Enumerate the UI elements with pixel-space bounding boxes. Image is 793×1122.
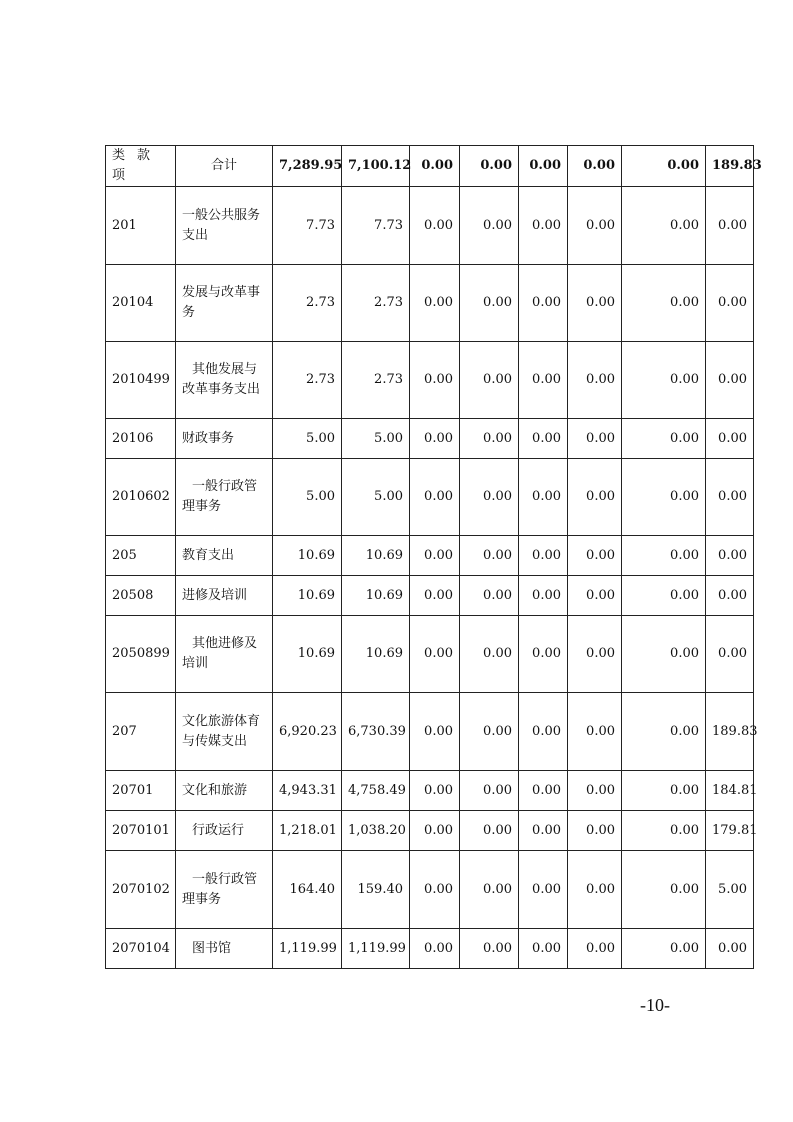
- row-code-cell: 20104: [106, 265, 176, 342]
- row-code-cell: 2010602: [106, 459, 176, 536]
- row-value-cell: 0.00: [410, 771, 460, 811]
- row-value-cell: 0.00: [622, 419, 706, 459]
- row-value-cell: 5.00: [342, 419, 410, 459]
- row-value-cell: 0.00: [568, 419, 622, 459]
- row-value-cell: 0.00: [568, 187, 622, 265]
- row-value-cell: 10.69: [342, 576, 410, 616]
- row-value-cell: 0.00: [460, 419, 519, 459]
- row-value-cell: 0.00: [519, 771, 568, 811]
- header-value-cell: 0.00: [460, 146, 519, 187]
- row-value-cell: 0.00: [460, 693, 519, 771]
- row-value-cell: 0.00: [519, 536, 568, 576]
- row-value-cell: 0.00: [460, 771, 519, 811]
- row-value-cell: 0.00: [568, 929, 622, 969]
- row-code-cell: 2070104: [106, 929, 176, 969]
- header-value-cell: 0.00: [622, 146, 706, 187]
- row-name-text: 进修及培训: [182, 587, 248, 603]
- row-value-cell: 189.83: [706, 693, 754, 771]
- header-code-kuan: 款: [137, 148, 151, 163]
- row-value-cell: 0.00: [568, 459, 622, 536]
- row-value-cell: 0.00: [460, 342, 519, 419]
- row-value-cell: 1,119.99: [342, 929, 410, 969]
- row-value-cell: 0.00: [706, 265, 754, 342]
- row-name-text: 其他发展与改革事务支出: [182, 362, 261, 397]
- row-value-cell: 0.00: [460, 265, 519, 342]
- row-value-cell: 0.00: [622, 342, 706, 419]
- header-value-cell: 0.00: [410, 146, 460, 187]
- row-name-cell: [176, 693, 273, 771]
- row-value-cell: 159.40: [342, 851, 410, 929]
- row-value-cell: 0.00: [568, 265, 622, 342]
- row-total-cell: 1,119.99: [273, 929, 342, 969]
- row-total-cell: 164.40: [273, 851, 342, 929]
- row-code-cell: 20508: [106, 576, 176, 616]
- table-header-row: [106, 146, 754, 187]
- row-name-text: 一般公共服务支出: [182, 207, 261, 243]
- row-value-cell: 0.00: [568, 811, 622, 851]
- row-value-cell: 7.73: [342, 187, 410, 265]
- row-name-text: 图书馆: [192, 940, 232, 956]
- row-value-cell: 0.00: [460, 187, 519, 265]
- row-value-cell: 0.00: [519, 459, 568, 536]
- row-value-cell: 0.00: [410, 187, 460, 265]
- table-row: [106, 576, 754, 616]
- row-value-cell: 10.69: [342, 536, 410, 576]
- row-name-text: 教育支出: [182, 547, 235, 563]
- row-value-cell: 0.00: [410, 851, 460, 929]
- row-name-cell: [176, 851, 273, 929]
- row-value-cell: 4,758.49: [342, 771, 410, 811]
- row-value-cell: 0.00: [706, 419, 754, 459]
- row-value-cell: 0.00: [622, 187, 706, 265]
- header-code-lei: 类: [112, 148, 126, 163]
- row-value-cell: 0.00: [568, 851, 622, 929]
- row-value-cell: 0.00: [519, 342, 568, 419]
- row-value-cell: 0.00: [706, 342, 754, 419]
- table-row: [106, 929, 754, 969]
- row-total-cell: 10.69: [273, 536, 342, 576]
- row-value-cell: 0.00: [622, 536, 706, 576]
- row-value-cell: 2.73: [342, 342, 410, 419]
- row-value-cell: 2.73: [342, 265, 410, 342]
- table-row: [106, 771, 754, 811]
- table-row: [106, 616, 754, 693]
- row-value-cell: 0.00: [622, 811, 706, 851]
- row-name-cell: [176, 811, 273, 851]
- header-value-cell: 0.00: [519, 146, 568, 187]
- row-value-cell: 0.00: [410, 459, 460, 536]
- row-value-cell: 0.00: [706, 536, 754, 576]
- row-value-cell: 0.00: [460, 851, 519, 929]
- row-name-cell: [176, 771, 273, 811]
- table-row: [106, 693, 754, 771]
- row-name-cell: [176, 342, 273, 419]
- row-value-cell: 0.00: [460, 929, 519, 969]
- row-value-cell: 0.00: [622, 771, 706, 811]
- table-row: [106, 851, 754, 929]
- row-value-cell: 0.00: [706, 459, 754, 536]
- row-value-cell: 10.69: [342, 616, 410, 693]
- row-name-text: 其他进修及培训: [182, 636, 258, 671]
- row-value-cell: 0.00: [568, 693, 622, 771]
- row-total-cell: 10.69: [273, 576, 342, 616]
- row-code-cell: 207: [106, 693, 176, 771]
- table-row: [106, 459, 754, 536]
- table-row: [106, 187, 754, 265]
- header-total-cell: 7,289.95: [273, 146, 342, 187]
- row-name-text: 一般行政管理事务: [182, 871, 258, 907]
- row-value-cell: 0.00: [568, 616, 622, 693]
- row-value-cell: 0.00: [519, 851, 568, 929]
- table-row: [106, 419, 754, 459]
- row-name-text: 发展与改革事务: [182, 285, 261, 320]
- row-value-cell: 0.00: [519, 693, 568, 771]
- row-value-cell: 0.00: [410, 536, 460, 576]
- row-name-text: 一般行政管理事务: [182, 479, 258, 514]
- row-value-cell: 1,038.20: [342, 811, 410, 851]
- row-code-cell: 20106: [106, 419, 176, 459]
- row-value-cell: 0.00: [410, 576, 460, 616]
- row-value-cell: 0.00: [622, 929, 706, 969]
- row-value-cell: 0.00: [410, 811, 460, 851]
- row-value-cell: 0.00: [519, 616, 568, 693]
- row-name-cell: [176, 265, 273, 342]
- row-value-cell: 0.00: [519, 265, 568, 342]
- row-code-cell: 20701: [106, 771, 176, 811]
- table-row: [106, 342, 754, 419]
- row-value-cell: 0.00: [519, 187, 568, 265]
- row-name-text: 财政事务: [182, 430, 235, 446]
- row-value-cell: 179.81: [706, 811, 754, 851]
- row-total-cell: 1,218.01: [273, 811, 342, 851]
- row-value-cell: 0.00: [622, 851, 706, 929]
- row-code-cell: 2010499: [106, 342, 176, 419]
- row-value-cell: 0.00: [410, 419, 460, 459]
- header-name-cell: 合计: [176, 146, 273, 187]
- row-value-cell: 0.00: [460, 576, 519, 616]
- row-value-cell: 5.00: [706, 851, 754, 929]
- row-value-cell: 0.00: [622, 459, 706, 536]
- row-value-cell: 0.00: [519, 419, 568, 459]
- row-value-cell: 0.00: [460, 616, 519, 693]
- row-value-cell: 0.00: [568, 536, 622, 576]
- table-row: [106, 265, 754, 342]
- row-value-cell: 0.00: [519, 811, 568, 851]
- row-value-cell: 0.00: [460, 536, 519, 576]
- row-value-cell: 0.00: [410, 265, 460, 342]
- row-code-cell: 2050899: [106, 616, 176, 693]
- row-value-cell: 5.00: [342, 459, 410, 536]
- row-code-cell: 201: [106, 187, 176, 265]
- header-value-cell: 0.00: [568, 146, 622, 187]
- row-value-cell: 0.00: [568, 576, 622, 616]
- row-value-cell: 0.00: [622, 576, 706, 616]
- row-value-cell: 0.00: [706, 576, 754, 616]
- row-name-text: 行政运行: [192, 822, 245, 838]
- row-value-cell: 0.00: [410, 616, 460, 693]
- row-value-cell: 0.00: [622, 616, 706, 693]
- row-total-cell: 10.69: [273, 616, 342, 693]
- row-value-cell: 0.00: [706, 187, 754, 265]
- page-number: -10-: [640, 995, 670, 1015]
- row-total-cell: 7.73: [273, 187, 342, 265]
- row-total-cell: 5.00: [273, 459, 342, 536]
- row-name-cell: [176, 419, 273, 459]
- table-row: [106, 811, 754, 851]
- row-value-cell: 0.00: [519, 576, 568, 616]
- row-value-cell: 0.00: [410, 693, 460, 771]
- row-value-cell: 0.00: [460, 459, 519, 536]
- row-total-cell: 2.73: [273, 342, 342, 419]
- row-value-cell: 0.00: [706, 929, 754, 969]
- row-value-cell: 0.00: [706, 616, 754, 693]
- header-code-cell: [106, 146, 176, 187]
- header-value-cell: 189.83: [706, 146, 754, 187]
- row-name-text: 文化和旅游: [182, 782, 248, 798]
- row-name-cell: [176, 536, 273, 576]
- row-total-cell: 4,943.31: [273, 771, 342, 811]
- table-row: [106, 536, 754, 576]
- row-code-cell: 2070102: [106, 851, 176, 929]
- header-code-xiang: 项: [112, 168, 126, 183]
- row-code-cell: 2070101: [106, 811, 176, 851]
- row-name-cell: [176, 929, 273, 969]
- row-value-cell: 0.00: [410, 929, 460, 969]
- row-name-cell: [176, 576, 273, 616]
- row-value-cell: 0.00: [568, 342, 622, 419]
- row-name-text: 文化旅游体育与传媒支出: [182, 713, 261, 749]
- row-total-cell: 5.00: [273, 419, 342, 459]
- row-value-cell: 0.00: [622, 693, 706, 771]
- row-value-cell: 0.00: [460, 811, 519, 851]
- row-code-cell: 205: [106, 536, 176, 576]
- row-total-cell: 6,920.23: [273, 693, 342, 771]
- budget-table: [105, 145, 762, 969]
- row-value-cell: 0.00: [568, 771, 622, 811]
- row-name-cell: [176, 616, 273, 693]
- row-value-cell: 0.00: [519, 929, 568, 969]
- row-name-cell: [176, 459, 273, 536]
- row-value-cell: 6,730.39: [342, 693, 410, 771]
- row-value-cell: 0.00: [410, 342, 460, 419]
- row-value-cell: 0.00: [622, 265, 706, 342]
- header-value-cell: 7,100.12: [342, 146, 410, 187]
- row-value-cell: 184.81: [706, 771, 754, 811]
- row-name-cell: [176, 187, 273, 265]
- row-total-cell: 2.73: [273, 265, 342, 342]
